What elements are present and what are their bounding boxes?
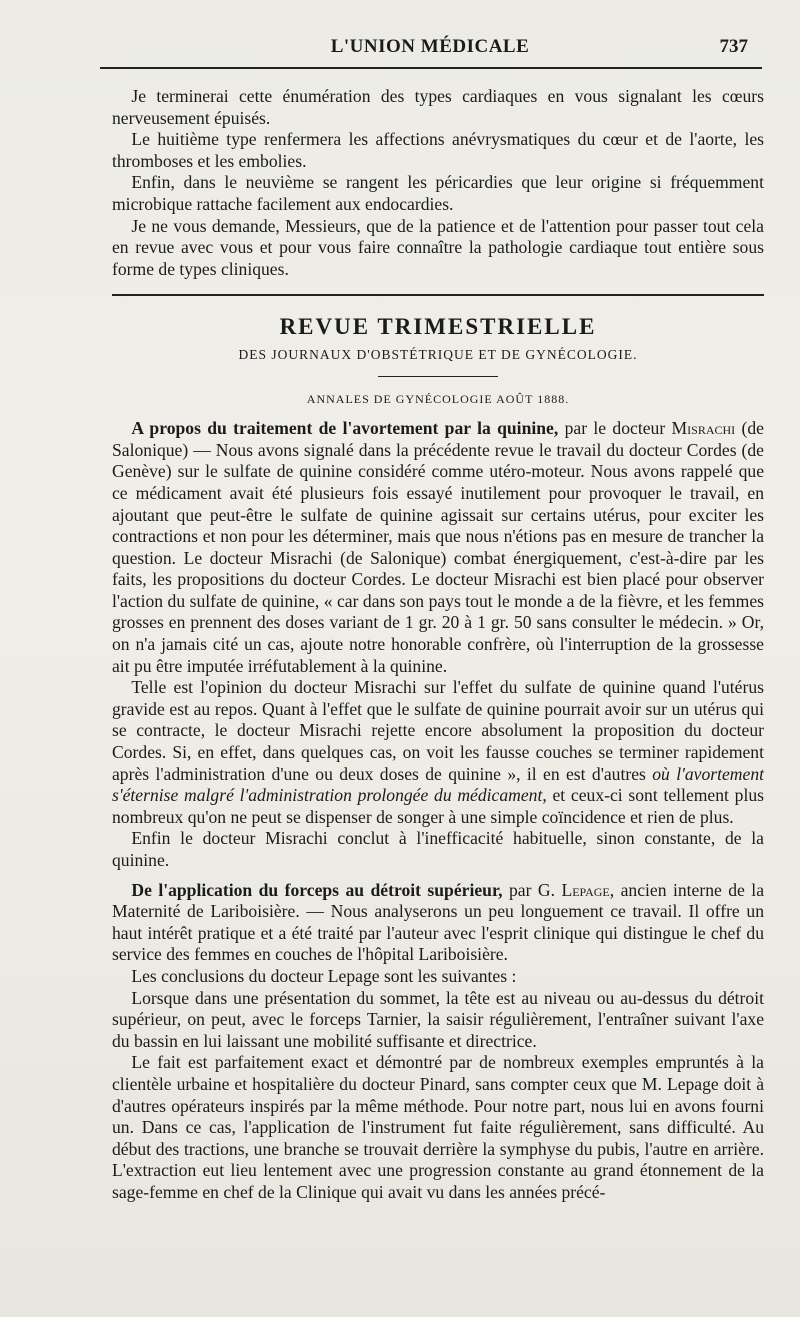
page-number: 737 bbox=[719, 36, 748, 57]
article-paragraph: Les conclusions du docteur Lepage sont les suivantes : bbox=[131, 965, 517, 986]
intro-paragraph: Le huitième type renfermera les affections anévrysmatiques du cœur et de l'aorte, les thromboses et les embolies. bbox=[112, 129, 764, 171]
article-heading: De l'application du forceps au détroit supérieur, bbox=[131, 879, 503, 900]
page-content bbox=[112, 86, 764, 1204]
article-heading: A propos du traitement de l'avortement par la quinine, bbox=[131, 418, 559, 439]
author-name: Misrachi bbox=[671, 418, 736, 439]
author-name: Lepage bbox=[561, 879, 610, 900]
article-text: par G. bbox=[502, 879, 562, 900]
intro-paragraph: Je ne vous demande, Messieurs, que de la patience et de l'attention pour passer tout cela en revue avec vous et pour vous faire connaître la pathologie cardiaque tout entière sous forme de types cliniques. bbox=[112, 215, 764, 279]
article-text: par le docteur bbox=[558, 418, 672, 439]
intro-paragraph: Je terminerai cette énumération des types cardiaques en vous signalant les cœurs nerveusement épuisés. bbox=[112, 86, 764, 128]
article-paragraph: Enfin le docteur Misrachi conclut à l'inefficacité habituelle, sinon constante, de la quinine. bbox=[112, 828, 764, 870]
header-rule bbox=[100, 67, 762, 69]
article-paragraph: Lorsque dans une présentation du sommet, la tête est au niveau ou au-dessus du détroit supérieur, on peut, avec le forceps Tarnier, la saisir régulièrement, l'entraîner suivant l'axe du bassin en lui laissant une mobilité suffisante et directrice. bbox=[112, 987, 764, 1051]
section-separator bbox=[112, 294, 764, 296]
short-separator bbox=[378, 376, 498, 377]
review-subtitle: DES JOURNAUX D'OBSTÉTRIQUE ET DE GYNÉCOLOGIE. bbox=[238, 346, 638, 362]
article-paragraph bbox=[112, 880, 764, 966]
article-paragraph bbox=[112, 677, 764, 828]
article-text: , ancien interne de la Maternité de Lariboisière. — Nous analyserons un peu longuement ce travail. Il offre un haut intérêt pratique et a été traité par l'auteur avec l'esprit clinique qui distingue le chef du service des femmes en couches de l'hôpital Lariboisière. bbox=[112, 879, 764, 965]
article-paragraph: Le fait est parfaitement exact et démontré par de nombreux exemples empruntés à la clientèle urbaine et hospitalière du docteur Pinard, sans compter ceux que M. Lepage doit à d'autres opérateurs inspirés par la même méthode. Pour notre part, nous lui en avons fourni un. Dans ce cas, l'application de l'instrument fut faite régulièrement, sans difficulté. Au début des tractions, une branche se trouvait derrière la symphyse du pubis, l'autre en arrière. L'extraction eut lieu lentement avec une progression constante au grand étonnement de la sage-femme en chef de la Clinique qui avait vu dans les années précé- bbox=[112, 1052, 764, 1202]
article-paragraph bbox=[112, 418, 764, 677]
article-text: Telle est l'opinion du docteur Misrachi sur l'effet du sulfate de quinine quand l'utérus gravide est au repos. Quant à l'effet que le sulfate de quinine pourrait avoir sur un utérus qui se contracte, le docteur Misrachi rejette encore absolument la proposition du docteur Cordes. Si, en effet, dans quelques cas, on voit les fausse couches se terminer rapidement après l'administration d'une ou deux doses de quinine », il en est d'autres bbox=[112, 677, 764, 784]
italic-quote: où l'avortement s'éternise malgré l'administration prolongée du médicament bbox=[112, 763, 765, 806]
journal-section-heading: ANNALES DE GYNÉCOLOGIE AOÛT 1888. bbox=[306, 391, 570, 406]
intro-paragraph: Enfin, dans le neuvième se rangent les péricardies que leur origine si fréquemment microbique rattache facilement aux endocardies. bbox=[112, 172, 764, 214]
article-text: (de Salonique) — Nous avons signalé dans la précédente revue le travail du docteur Cordes (de Genève) sur le sulfate de quinine considéré comme utéro-moteur. Nous avons rappelé que ce médicament avait été plusieurs fois essayé inutilement pour provoquer le travail, en ajoutant que peut-être le sulfate de quinine agissait sur certains utérus, pour exciter les contractions et non pour les déterminer, mais que nous n'étions pas en mesure de trancher la question. Le docteur Misrachi (de Salonique) combat énergiquement, c'est-à-dire par les faits, les propositions du docteur Cordes. Le docteur Misrachi est bien placé pour observer l'action du sulfate de quinine, « car dans son pays tout le monde a de la fièvre, et les femmes grosses en prennent des doses variant de 1 gr. 20 à 1 gr. 50 sans consulter le médecin. » Or, on n'a jamais cité un cas, ajoute notre honorable confrère, où l'interruption de la grossesse ait pu être imputée irréfutablement à la quinine. bbox=[112, 418, 764, 676]
article-text: , et ceux-ci sont tellement plus nombreux qu'on ne peut se dispenser de songer à une simple coïncidence et rien de plus. bbox=[112, 785, 764, 827]
review-title: REVUE TRIMESTRIELLE bbox=[279, 314, 597, 340]
page-header bbox=[100, 36, 760, 64]
running-head: L'UNION MÉDICALE bbox=[330, 36, 530, 57]
